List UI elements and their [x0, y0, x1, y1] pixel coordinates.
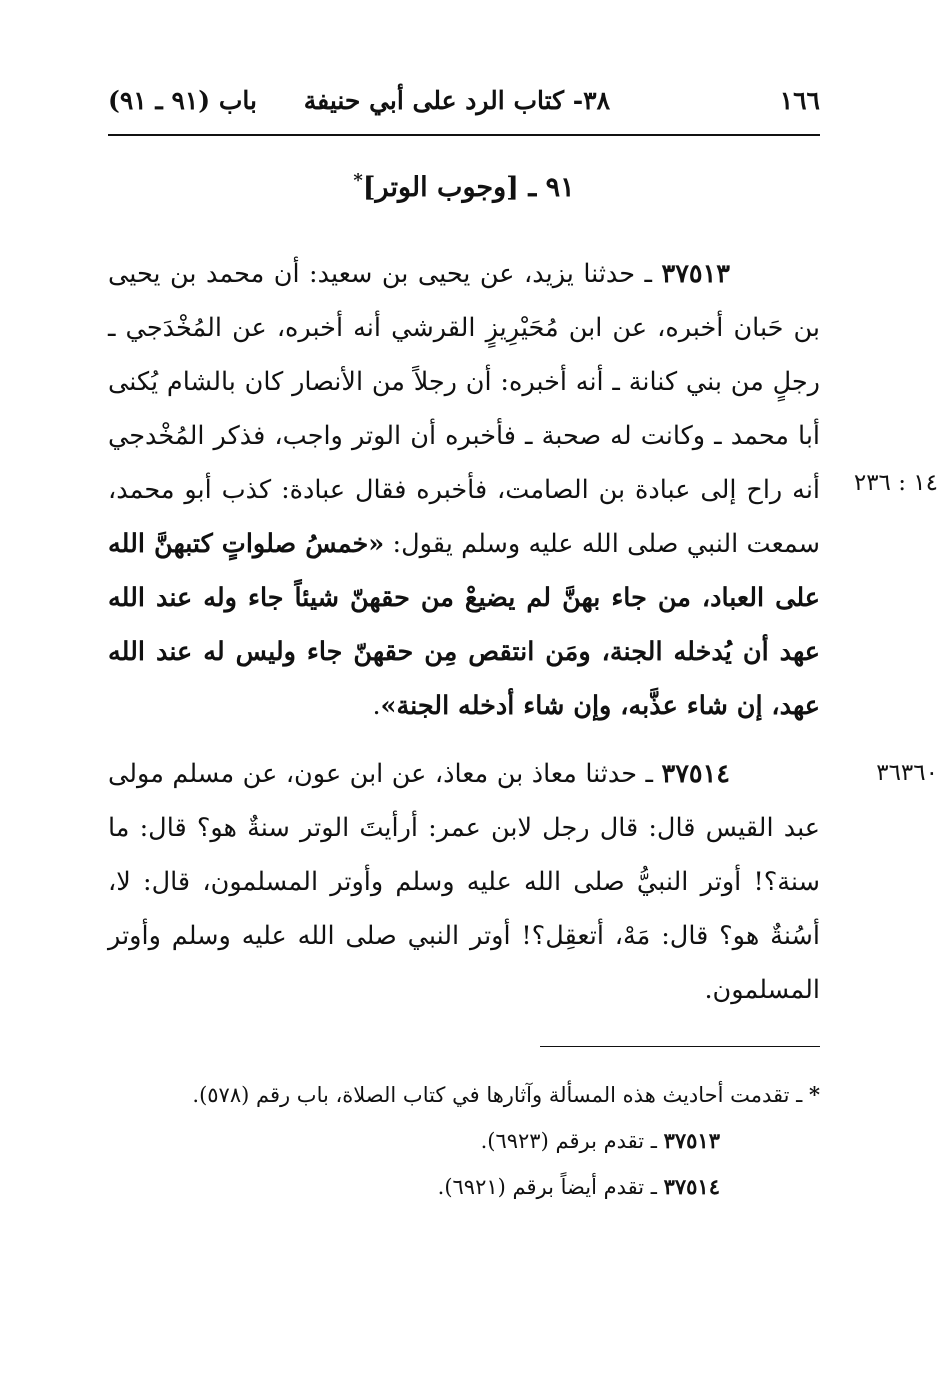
chapter-range: باب (٩١ ـ ٩١) — [108, 86, 257, 115]
hadith-number: ٣٧٥١٤ — [661, 759, 730, 789]
hadith-text: ـ حدثنا يزيد، عن يحيى بن سعيد: أن محمد بن يحيى بن حَبان أخبره، عن ابن مُحَيْرِيزٍ القرشي أنه أخبره، عن المُخْدَجي ـ رجلٍ من بني كنانة ـ أنه أخبره: أن رجلاً من الأنصار كان بالشام يُكنى أبا محمد ـ وكانت له صحبة ـ فأخبره أن الوتر واجب، فذكر المُخْدجي أنه راح إلى عبادة بن الصامت، فأخبره فقال عبادة: كذب أبو محمد، سمعت النبي صلى الله عليه وسلم يقول: — [108, 259, 820, 559]
hadith-paragraph — [108, 747, 820, 1017]
footnote-number: ٣٧٥١٤ — [663, 1174, 720, 1199]
footnote-item — [108, 1072, 820, 1118]
section-title-text: ٩١ ـ [وجوب الوتر] — [362, 172, 575, 203]
footnote-divider — [540, 1046, 820, 1047]
section-title — [108, 170, 820, 203]
section-title-marker: * — [353, 170, 363, 191]
footnote-number: ٣٧٥١٣ — [663, 1128, 720, 1153]
hadith-paragraph — [108, 247, 820, 733]
book-title: ٣٨- كتاب الرد على أبي حنيفة — [303, 86, 610, 115]
footnote-text: ـ تقدم برقم (٦٩٢٣). — [480, 1129, 664, 1153]
hadith-text: ـ حدثنا معاذ بن معاذ، عن ابن عون، عن مسلم مولى عبد القيس قال: قال رجل لابن عمر: أرأيتَ الوتر سنةٌ هو؟ قال: ما سنة؟! أوتر النبيُّ صلى الله عليه وسلم وأوتر المسلمون، قال: لا، أسُنةٌ هو؟ قال: مَهْ، أتعقِل؟! أوتر النبي صلى الله عليه وسلم وأوتر المسلمون. — [108, 759, 820, 1005]
margin-reference: ٣٦٣٦٠ — [876, 760, 938, 786]
page-number: ١٦٦ — [779, 86, 820, 115]
header-divider — [108, 134, 820, 136]
hadith-quote: «خمسُ صلواتٍ كتبهنَّ الله على العباد، من جاء بهنَّ لم يضيعْ من حقهنّ شيئاً جاء وله عند الله عهد أن يُدخله الجنة، ومَن انتقص مِن حقهنّ جاء وليس له عند الله عهد، إن شاء عذَّبه، وإن شاء أدخله الجنة» — [108, 529, 820, 721]
footnote-item — [108, 1118, 820, 1164]
footnotes — [108, 1072, 820, 1210]
footnote-item — [108, 1164, 820, 1210]
hadith-text-end: . — [372, 691, 381, 721]
footnote-text: ـ تقدم أيضاً برقم (٦٩٢١). — [437, 1175, 664, 1199]
running-header — [108, 86, 820, 126]
hadith-number: ٣٧٥١٣ — [661, 259, 730, 289]
margin-reference: ١٤ : ٢٣٦ — [853, 470, 938, 496]
footnote-marker: * — [809, 1082, 820, 1107]
footnote-text: ـ تقدمت أحاديث هذه المسألة وآثارها في كتاب الصلاة، باب رقم (٥٧٨). — [192, 1083, 810, 1107]
